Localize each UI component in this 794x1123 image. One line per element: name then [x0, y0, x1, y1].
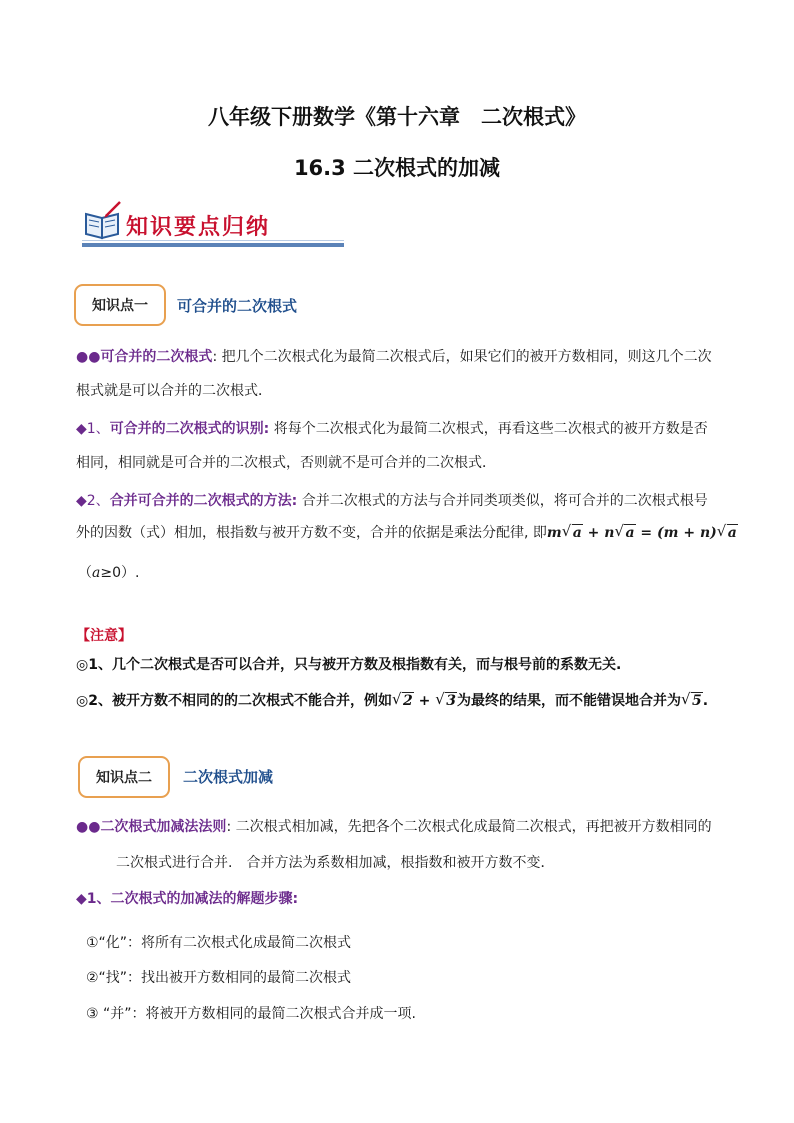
item-1-term: 可合并的二次根式的识别:	[109, 421, 270, 437]
definition-text-a: : 把几个二次根式化为最简二次根式后，如果它们的被开方数相同，则这几个二次	[212, 349, 712, 365]
step-2: ②“找”：找出被开方数相同的最简二次根式	[86, 970, 352, 986]
rule-paragraph	[76, 812, 712, 842]
note-1: ◎1、几个二次根式是否可以合并，只与被开方数及根指数有关，而与根号前的系数无关.	[76, 657, 622, 673]
rule-paragraph-cont	[116, 848, 554, 878]
item-1-marker: ◆1、	[76, 421, 110, 437]
item-1	[76, 414, 708, 444]
rule-text-a: : 二次根式相加减，先把各个二次根式化成最简二次根式，再把被开方数相同的	[226, 819, 712, 835]
banner-underline-thin	[82, 240, 344, 241]
steps-heading: ◆1、二次根式的加减法的解题步骤:	[76, 891, 299, 907]
item-2-text-b: 外的因数（式）相加，根指数与被开方数不变，合并的依据是乘法分配律, 即	[76, 525, 547, 541]
banner-text: 知识要点归纳	[126, 214, 271, 240]
section-title: 16.3 二次根式的加减	[293, 156, 501, 180]
definition-term: 可合并的二次根式	[100, 349, 213, 365]
condition: （a≥0）.	[78, 565, 140, 581]
item-2-marker: ◆2、	[76, 493, 110, 509]
step-3: ③ “并”：将被开方数相同的最简二次根式合并成一项.	[86, 1006, 416, 1022]
item-2	[76, 486, 708, 516]
item-1-text-b: 相同，相同就是可合并的二次根式，否则就不是可合并的二次根式．	[76, 455, 496, 471]
book-icon	[82, 200, 124, 242]
definition-paragraph-cont	[76, 376, 272, 406]
knowledge-point-2-box: 知识点二	[78, 756, 170, 798]
item-2-cont	[76, 518, 738, 548]
item-1-text-a: 将每个二次根式化为最简二次根式，再看这些二次根式的被开方数是否	[273, 421, 708, 437]
knowledge-point-1-box: 知识点一	[74, 284, 166, 326]
rule-term: 二次根式加减法法则	[100, 819, 227, 835]
rule-text-b: 二次根式进行合并. 合并方法为系数相加减，根指数和被开方数不变．	[116, 855, 555, 871]
double-bullet-2: ●●	[76, 819, 101, 835]
banner-underline	[82, 243, 344, 247]
item-1-cont	[76, 448, 496, 478]
item-2-term: 合并可合并的二次根式的方法:	[109, 493, 298, 509]
step-1: ①“化”：将所有二次根式化成最简二次根式	[86, 935, 352, 951]
note-heading: 【注意】	[76, 628, 132, 644]
knowledge-banner	[82, 200, 344, 250]
double-bullet: ●●	[76, 349, 101, 365]
formula: m√ a + n√ a = (m + n)√ a	[547, 525, 738, 541]
note-2: ◎2、被开方数不相同的的二次根式不能合并，例如√ 2 + √ 3为最终的结果，而不能错误地合并为√ 5.	[76, 690, 708, 710]
item-2-text-a: 合并二次根式的方法与合并同类项类似，将可合并的二次根式根号	[301, 493, 708, 509]
definition-paragraph	[76, 342, 712, 372]
page-title: 八年级下册数学《第十六章 二次根式》	[208, 105, 586, 129]
knowledge-point-1-heading: 可合并的二次根式	[177, 297, 298, 315]
definition-text-b: 根式就是可以合并的二次根式．	[76, 383, 272, 399]
knowledge-point-2-heading: 二次根式加减	[183, 768, 274, 786]
